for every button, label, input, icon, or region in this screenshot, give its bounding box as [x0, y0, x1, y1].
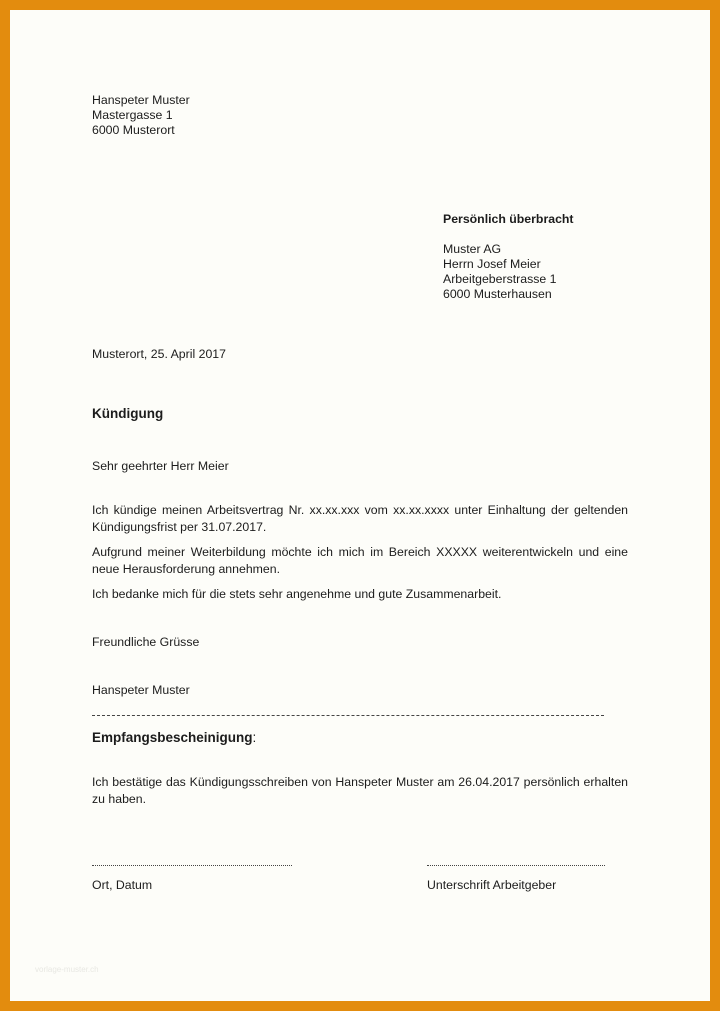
receipt-heading — [92, 730, 256, 745]
delivery-note: Persönlich überbracht — [443, 212, 574, 226]
body-paragraph-3: Ich bedanke mich für die stets sehr angenehme und gute Zusammenarbeit. — [92, 587, 502, 601]
salutation: Sehr geehrter Herr Meier — [92, 459, 229, 473]
body-paragraph-2: Aufgrund meiner Weiterbildung möchte ich mich im Bereich XXXXX weiterentwickeln und eine neue Herausforderung annehmen. — [92, 545, 628, 576]
signature-name: Hanspeter Muster — [92, 683, 190, 697]
receipt-text: Ich bestätige das Kündigungsschreiben von Hanspeter Muster am 26.04.2017 persönlich erhalten zu haben. — [92, 775, 628, 806]
closing: Freundliche Grüsse — [92, 635, 200, 649]
employer-signature-line — [427, 865, 605, 866]
recipient-city: 6000 Musterhausen — [443, 287, 552, 301]
recipient-street: Arbeitgeberstrasse 1 — [443, 272, 557, 286]
letter-page — [10, 10, 710, 1001]
place-date-label: Ort, Datum — [92, 878, 153, 892]
place-date-signature-line — [92, 865, 292, 866]
body-paragraph-1: Ich kündige meinen Arbeitsvertrag Nr. xx.xx.xxx vom xx.xx.xxxx unter Einhaltung der geltenden Kündigungsfrist per 31.07.2017. — [92, 503, 628, 534]
watermark: vorlage-muster.ch — [35, 965, 99, 974]
sender-city: 6000 Musterort — [92, 123, 175, 137]
receipt-heading-colon: : — [252, 730, 257, 745]
date-line: Musterort, 25. April 2017 — [92, 347, 226, 361]
sender-street: Mastergasse 1 — [92, 108, 173, 122]
receipt-heading-text: Empfangsbescheinigung — [92, 730, 253, 745]
recipient-company: Muster AG — [443, 242, 502, 256]
sender-name: Hanspeter Muster — [92, 93, 190, 107]
recipient-contact: Herrn Josef Meier — [443, 257, 541, 271]
employer-signature-label: Unterschrift Arbeitgeber — [427, 878, 557, 892]
cut-line — [92, 715, 604, 716]
subject-heading: Kündigung — [92, 406, 164, 421]
